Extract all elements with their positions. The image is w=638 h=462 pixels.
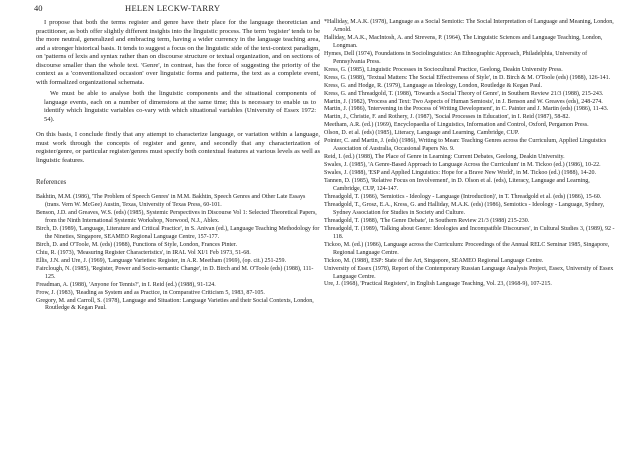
block-quote [44, 90, 316, 124]
reference-entry: Benson, J.D. and Greaves, W.S. (eds) (1985), Systemic Perspectives in Discourse Vol 1: Selected Theoretical Papers, from the Ninth International Systemic Workshop, Norwood, N.J., Ablex. [36, 210, 317, 224]
reference-entry: Kress, G. (1988), 'Textual Matters: The Social Effectiveness of Style', in D. Birch & M. O'Toole (eds) (1988), 126-141. [324, 74, 611, 81]
intro-paragraph: I propose that both the terms register and genre have their place for the language theoretician and practitioner, as both offer slightly different insights into the linguistic process. The term 'register' tends to be the more neutral, generalized and embracing term, having a wider currency in the language teaching area, and a stronger historical basis. It tends to suggest a focus on the linguistic side of the text-context paradigm, on 'patterns of lexis and syntax rather than on discourse structure or textual organization, and on sections of discourse smaller than the whole text. 'Genre', in contrast, has the force of suggesting the priority of the context as a 'conventionalized occasion' over linguistic forms and patterns, the text as a complete event, with formalized organizational schemata. [36, 19, 320, 86]
reference-entry: Kress, G. (1985), Linguistic Processes in Sociocultural Practice, Geelong, Deakin University Press. [324, 66, 563, 73]
reference-entry: Halliday, M.A.K., MacIntosh, A. and Strevens, P. (1964), The Linguistic Sciences and Language Teaching, London, Longman. [324, 34, 603, 49]
reference-entry: Birch, D. and O'Toole, M. (eds) (1988), Functions of Style, London, Frances Pinter. [36, 241, 237, 248]
reference-entry: Swales, J. (1985), 'A Genre-Based Approach to Language Across the Curriculum' in M. Tickoo (ed.) (1986), 10-22. [324, 162, 601, 169]
reference-entry: Tickoo, M. (1988), ESP: State of the Art, Singapore, SEAMEO Regional Language Centre. [324, 257, 544, 264]
reference-entry: Reid, I. (ed.) (1988), The Place of Genre in Learning: Current Debates, Geelong, Deakin University. [324, 154, 565, 161]
running-head: HELEN LECKW-TARRY [125, 3, 221, 13]
reference-entry: Martin, J. (1986), 'Intervening in the Process of Writing Development', in C. Painter and J. Martin (eds) (1986), 11-43. [324, 106, 609, 113]
reference-entry: University of Essex (1978), Report of the Contemporary Russian Language Analysis Project, Essex, University of Essex Language Centre. [324, 265, 614, 280]
right-column [324, 19, 616, 289]
reference-entry: Frow, J. (1983), 'Reading as System and as Practice, in Comparative Criticism 5, 1983, 87-105. [36, 289, 265, 296]
reference-entry: Martin, J. (1982), 'Process and Text: Two Aspects of Human Semiosis', in J. Benson and W. Greaves (eds), 248-274. [324, 98, 603, 105]
reference-entry: Ure, J. (1968), 'Practical Registers', in English Language Teaching, Vol. 23, (1968-9), 107-215. [324, 281, 552, 288]
reference-entry: Pointer, C. and Martin, J. (eds) (1986), Writing to Mean: Teaching Genres across the Curriculum, Applied Linguistics Association of Australia, Occasional Papers No. 9. [324, 138, 607, 153]
reference-entry: Tickoo, M. (ed.) (1986), Language across the Curriculum: Proceedings of the Annual RELC Seminar 1985, Singapore, Regional Language Centre. [324, 241, 610, 256]
reference-entry: Gregory, M. and Carroll, S. (1978), Language and Situation: Language Varieties and their Social Contexts, London, Routledge & Kegan Paul. [36, 297, 314, 312]
reference-entry: Swales, J. (1988), 'ESP and Applied Linguistics: Hope for a Brave New World', in M. Tickoo (ed.) (1988), 14-20. [324, 170, 596, 177]
reference-entry: Threadgold, T. (1988), 'The Genre Debate', in Southern Review 21/3 (1988) 215-230. [324, 217, 530, 224]
quote-paragraph: We must be able to analyse both the linguistic components and the situational components of language events, each on a number of dimensions at the same time; this is necessary to enable us to identify which linguistic variables co-vary with which situational variables (University of Essex 1972: 54). [44, 90, 316, 123]
reference-entry: Freadman, A. (1988), 'Anyone for Tennis?', in I. Reid (ed.) (1988), 91-124. [36, 281, 216, 288]
page-header [0, 3, 330, 15]
reference-entry: Kress, G. and Hodge, R. (1979), Language as Ideology, London, Routledge & Kegan Paul. [324, 82, 543, 89]
reference-entry: Kress, G. and Threadgold, T. (1988), 'Towards a Social Theory of Genre', in Southern Review 21/3 (1988), 215-243. [324, 90, 604, 97]
reference-entry: Hymes, Dell (1974), Foundations in Sociolinguistics: An Ethnographic Approach, Philadelphia, University of Pennsylvania Press. [324, 50, 588, 65]
reference-entry: Ellis, J.N. and Ure, J. (1969), 'Language Varieties: Register, in A.R. Meetham (1969), (op. cit.) 251-259. [36, 257, 287, 264]
page-number: 40 [34, 3, 43, 13]
reference-entry: Martin, J., Christie, F. and Rothery, J. (1987), 'Social Processes in Education', in I. Reid (1987), 58-82. [324, 114, 570, 121]
left-column [36, 19, 320, 313]
conclusion-paragraph: On this basis, I conclude firstly that any attempt to characterize language, or variation within a language, must work through the concepts of register and genre, and secondly that any characterization of register/genre, or particular register/genres must specify both contextual features at various levels as well as linguistic features. [36, 131, 320, 165]
reference-entry: Meetham, A.R. (ed.) (1969), Encyclopaedia of Linguistics, Information and Control, Oxford, Pergamon Press. [324, 122, 589, 129]
reference-entry: Birch, D. (1989), 'Language, Literature and Critical Practice', in S. Anivan (ed.), Language Teaching Methodology for the Nineties, Singapore, SEAMEO Regional Language Centre, 157-177. [36, 225, 320, 240]
reference-entry: *Halliday, M.A.K. (1978), Language as a Social Semiotic: The Social Interpretation of Language and Meaning, London, Arnold. [324, 19, 614, 33]
reference-entry: Fairclough, N. (1985), 'Register, Power and Socio-semantic Change', in D. Birch and M. O'Toole (eds) (1988), 111-125. [36, 265, 314, 280]
reference-entry: Threadgold, T. (1986), 'Semiotics - Ideology - Language (Introduction)', in T. Threadgold et al. (eds) (1986), 15-60. [324, 193, 602, 200]
reference-entry: Chiu, R. (1973), 'Measuring Register Characteristics', in IRAL Vol XI/1 Feb 1973, 51-68. [36, 249, 251, 256]
reference-entry: Olson, D. et al. (eds) (1985), Literacy, Language and Learning, Cambridge, CUP. [324, 130, 520, 137]
reference-entry: Bakhtin, M.M. (1986), 'The Problem of Speech Genres' in M.M. Bakhtin, Speech Genres and Other Late Essays (trans. Vern W. McGee) Austin, Texas, University of Texas Press, 60-101. [36, 194, 306, 209]
references-list-left [36, 194, 320, 313]
references-heading: References [36, 178, 67, 186]
reference-entry: Threadgold, T. (1989), 'Talking about Genre: Ideologies and Incompatible Discourses', in Cultural Studies 3, (1989), 92 - 118. [324, 225, 615, 240]
reference-entry: Tannen, D. (1985), 'Relative Focus on Involvement', in D. Olson et al. (eds), Literacy, Language and Learning, Cambridge, CUP, 124-147. [324, 178, 590, 193]
reference-entry: Threadgold, T., Grosz, E.A., Kress, G. and Halliday, M.A.K. (eds) (1986), Semiotics - Ideology - Language, Sydney, Sydney Association for Studies in Society and Culture. [324, 201, 605, 216]
